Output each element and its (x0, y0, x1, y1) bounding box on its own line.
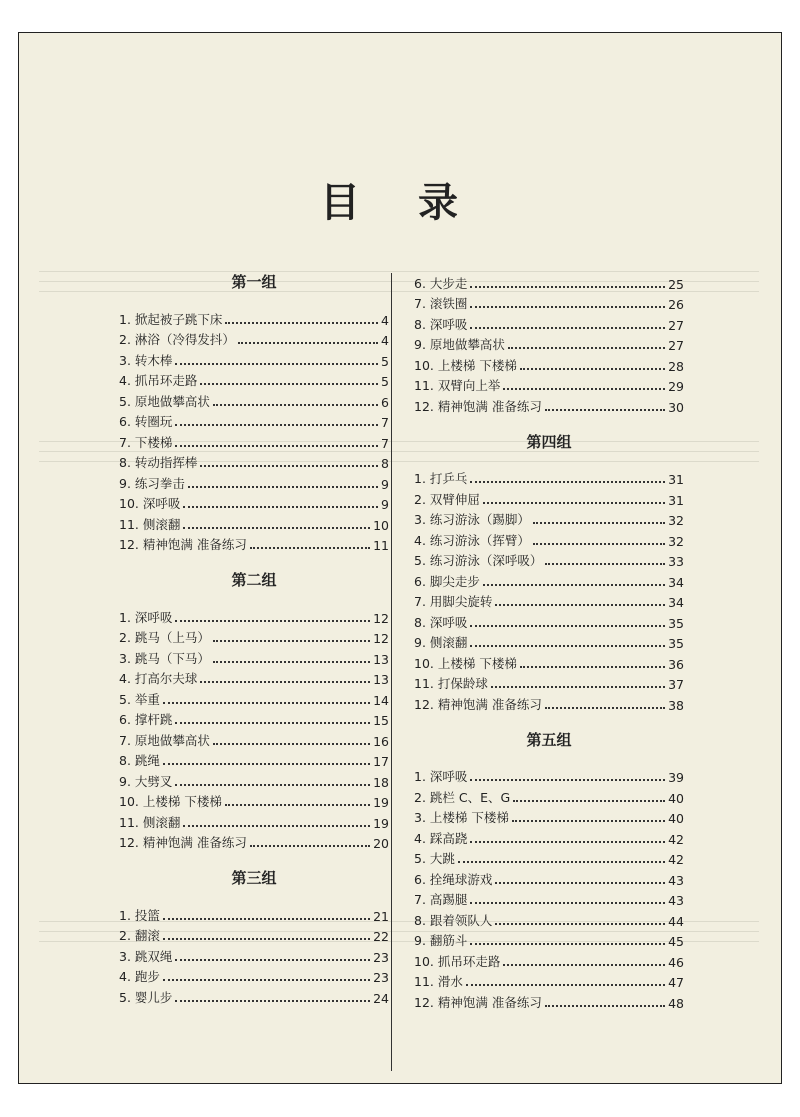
dot-leader (163, 979, 370, 981)
toc-entry-title: 1. 深呼吸 (119, 609, 173, 625)
dot-leader (175, 363, 378, 365)
toc-entry-title: 1. 掀起被子跳下床 (119, 311, 223, 327)
toc-entry[interactable] (414, 610, 684, 631)
toc-entry-title: 7. 下楼梯 (119, 434, 173, 450)
group-heading: 第四组 (526, 432, 572, 451)
toc-entry-page: 40 (668, 790, 684, 806)
toc-entry-title: 12. 精神饱满 准备练习 (414, 696, 542, 712)
toc-entry[interactable] (119, 512, 389, 533)
toc-entry-page: 13 (373, 651, 389, 667)
toc-entry[interactable] (119, 728, 389, 749)
toc-entry-page: 42 (668, 831, 684, 847)
dot-leader (470, 779, 665, 781)
toc-entry[interactable] (119, 944, 389, 965)
toc-entry[interactable] (414, 528, 684, 549)
toc-entry[interactable] (414, 353, 684, 374)
dot-leader (175, 722, 370, 724)
toc-entry-title: 5. 举重 (119, 691, 160, 707)
toc-entry-title: 7. 原地做攀高状 (119, 732, 210, 748)
toc-entry-page: 37 (668, 677, 684, 692)
toc-page (18, 32, 782, 1084)
toc-entry[interactable] (119, 769, 389, 790)
toc-entry-page: 12 (373, 610, 389, 626)
dot-leader (183, 506, 378, 508)
dot-leader (470, 645, 665, 647)
toc-entry-page: 5 (381, 353, 389, 369)
toc-entry-page: 34 (668, 595, 684, 610)
toc-entry-title: 11. 打保龄球 (414, 676, 488, 691)
toc-entry-page: 28 (668, 358, 684, 374)
toc-entry-page: 35 (668, 615, 684, 631)
dot-leader (213, 640, 370, 642)
toc-entry-page: 26 (668, 297, 684, 312)
dot-leader (533, 543, 665, 545)
toc-entry[interactable] (119, 810, 389, 831)
dot-leader (163, 938, 370, 940)
dot-leader (470, 943, 665, 945)
toc-entry-title: 11. 滑水 (414, 974, 463, 989)
toc-entry-title: 4. 打高尔夫球 (119, 671, 198, 686)
dot-leader (200, 383, 378, 385)
dot-leader (466, 984, 665, 986)
toc-entry[interactable] (414, 467, 684, 488)
dot-leader (250, 547, 370, 549)
toc-entry-page: 23 (373, 949, 389, 965)
toc-entry-page: 10 (373, 517, 389, 533)
toc-entry-page: 27 (668, 317, 684, 333)
toc-entry[interactable] (119, 687, 389, 708)
toc-entry-title: 12. 精神饱满 准备练习 (119, 835, 247, 850)
dot-leader (545, 563, 665, 565)
toc-entry-page: 19 (373, 795, 389, 810)
toc-entry-title: 11. 侧滚翻 (119, 814, 181, 830)
toc-entry[interactable] (119, 646, 389, 667)
toc-entry-page: 22 (373, 929, 389, 944)
toc-entry-title: 3. 跳双绳 (119, 948, 173, 964)
dot-leader (470, 306, 665, 308)
toc-entry[interactable] (414, 549, 684, 570)
toc-entry[interactable] (119, 328, 389, 349)
toc-entry-title: 11. 双臂向上举 (414, 378, 501, 393)
group-heading: 第一组 (231, 273, 277, 291)
toc-entry[interactable] (119, 626, 389, 647)
toc-entry-page: 23 (373, 970, 389, 985)
group-heading: 第二组 (231, 571, 277, 589)
dot-leader (470, 625, 665, 627)
dot-leader (163, 763, 370, 765)
dot-leader (545, 1005, 665, 1007)
toc-entry[interactable] (119, 903, 389, 924)
toc-entry-page: 11 (373, 538, 389, 553)
toc-entry[interactable] (414, 847, 684, 868)
toc-entry[interactable] (119, 369, 389, 390)
dot-leader (545, 707, 665, 709)
toc-entry-title: 3. 转木棒 (119, 352, 173, 368)
toc-entry-page: 36 (668, 656, 684, 672)
toc-entry-title: 6. 撑杆跳 (119, 712, 173, 727)
toc-entry-page: 19 (373, 815, 389, 831)
toc-entry-page: 33 (668, 554, 684, 569)
toc-entry-page: 48 (668, 995, 684, 1011)
toc-entry[interactable] (119, 708, 389, 729)
dot-leader (213, 404, 378, 406)
toc-entry-title: 5. 原地做攀高状 (119, 393, 210, 409)
toc-entry-title: 8. 跳绳 (119, 753, 160, 768)
toc-entry[interactable] (414, 970, 684, 991)
toc-entry-title: 3. 上楼梯 下楼梯 (414, 810, 509, 825)
toc-entry[interactable] (119, 533, 389, 554)
toc-entry-page: 4 (381, 312, 389, 328)
toc-entry-title: 12. 精神饱满 准备练习 (414, 398, 542, 414)
toc-entry[interactable] (119, 492, 389, 513)
toc-entry[interactable] (119, 667, 389, 688)
toc-entry[interactable] (414, 929, 684, 950)
toc-entry-page: 31 (668, 492, 684, 508)
dot-leader (483, 584, 665, 586)
toc-entry-title: 5. 婴儿步 (119, 989, 173, 1005)
toc-entry-page: 12 (373, 631, 389, 646)
dot-leader (470, 327, 665, 329)
toc-entry-page: 14 (373, 692, 389, 708)
toc-entry-page: 42 (668, 852, 684, 867)
dot-leader (491, 686, 665, 688)
toc-entry[interactable] (414, 806, 684, 827)
dot-leader (250, 845, 370, 847)
toc-entry[interactable] (414, 826, 684, 847)
dot-leader (495, 882, 665, 884)
toc-left-column (119, 271, 389, 1006)
dot-leader (483, 502, 665, 504)
toc-entry[interactable] (414, 590, 684, 611)
dot-leader (175, 424, 378, 426)
toc-entry-title: 2. 淋浴（冷得发抖） (119, 332, 235, 347)
toc-entry[interactable] (119, 985, 389, 1006)
toc-entry-title: 9. 练习拳击 (119, 475, 185, 491)
toc-entry-title: 4. 踩高跷 (414, 830, 468, 846)
toc-entry-page: 31 (668, 472, 684, 487)
toc-entry-page: 43 (668, 872, 684, 888)
dot-leader (458, 861, 665, 863)
dot-leader (513, 800, 665, 802)
toc-entry[interactable] (414, 908, 684, 929)
dot-leader (470, 286, 665, 288)
toc-entry-title: 8. 跟着领队人 (414, 912, 493, 928)
toc-entry[interactable] (414, 312, 684, 333)
toc-entry[interactable] (414, 569, 684, 590)
toc-entry-title: 4. 抓吊环走路 (119, 373, 198, 388)
toc-entry-page: 9 (381, 476, 389, 492)
toc-entry[interactable] (119, 451, 389, 472)
dot-leader (238, 342, 378, 344)
toc-entry-page: 5 (381, 374, 389, 389)
dot-leader (175, 445, 378, 447)
toc-entry-title: 2. 双臂伸屈 (414, 491, 480, 507)
dot-leader (512, 820, 665, 822)
toc-entry-page: 16 (373, 733, 389, 749)
toc-entry-title: 2. 跳马（上马） (119, 630, 210, 645)
toc-entry-title: 6. 大步走 (414, 275, 468, 291)
toc-entry[interactable] (414, 888, 684, 909)
toc-entry-title: 4. 跑步 (119, 969, 160, 984)
toc-entry-page: 13 (373, 672, 389, 687)
toc-entry-page: 45 (668, 934, 684, 949)
toc-entry[interactable] (119, 348, 389, 369)
toc-entry[interactable] (414, 292, 684, 313)
toc-entry[interactable] (119, 471, 389, 492)
dot-leader (533, 522, 665, 524)
toc-entry[interactable] (414, 949, 684, 970)
dot-leader (545, 409, 665, 411)
toc-entry[interactable] (119, 790, 389, 811)
toc-entry-page: 24 (373, 990, 389, 1006)
toc-entry-page: 40 (668, 811, 684, 826)
dot-leader (200, 465, 378, 467)
toc-entry[interactable] (414, 333, 684, 354)
dot-leader (175, 784, 370, 786)
toc-entry-title: 8. 深呼吸 (414, 614, 468, 630)
toc-entry[interactable] (119, 430, 389, 451)
toc-entry-title: 10. 抓吊环走路 (414, 953, 501, 969)
toc-entry-title: 9. 原地做攀高状 (414, 337, 505, 352)
toc-entry-page: 44 (668, 913, 684, 929)
toc-right-column (414, 271, 684, 1011)
toc-entry-page: 47 (668, 975, 684, 990)
toc-entry-page: 7 (381, 435, 389, 451)
column-divider (391, 273, 392, 1071)
toc-entry[interactable] (414, 508, 684, 529)
toc-entry-title: 5. 大跳 (414, 851, 455, 866)
group-heading: 第五组 (526, 730, 572, 749)
dot-leader (225, 804, 370, 806)
page-title: 目 录 (320, 179, 480, 226)
toc-entry-title: 3. 跳马（下马） (119, 650, 210, 666)
dot-leader (175, 620, 370, 622)
toc-entry[interactable] (414, 271, 684, 292)
toc-entry-title: 4. 练习游泳（挥臂） (414, 532, 530, 548)
toc-entry[interactable] (414, 765, 684, 786)
toc-entry-page: 7 (381, 415, 389, 430)
toc-entry[interactable] (119, 389, 389, 410)
toc-entry-title: 9. 翻筋斗 (414, 933, 468, 948)
toc-entry-page: 21 (373, 908, 389, 924)
toc-entry-title: 6. 拴绳球游戏 (414, 871, 493, 887)
toc-entry[interactable] (414, 692, 684, 713)
toc-entry-title: 1. 打乒乓 (414, 471, 468, 486)
toc-entry-title: 7. 高踢腿 (414, 892, 468, 907)
toc-entry-title: 9. 大劈叉 (119, 773, 173, 789)
toc-entry-title: 8. 深呼吸 (414, 316, 468, 332)
toc-entry-title: 1. 深呼吸 (414, 769, 468, 784)
dot-leader (225, 322, 378, 324)
dot-leader (175, 959, 370, 961)
toc-entry-page: 29 (668, 379, 684, 394)
toc-entry-page: 18 (373, 774, 389, 790)
toc-entry[interactable] (119, 965, 389, 986)
toc-entry-page: 32 (668, 513, 684, 528)
toc-entry[interactable] (414, 990, 684, 1011)
toc-entry-title: 6. 脚尖走步 (414, 573, 480, 589)
dot-leader (520, 368, 665, 370)
toc-entry-title: 10. 上楼梯 下楼梯 (119, 794, 222, 809)
toc-entry[interactable] (119, 831, 389, 852)
toc-entry-title: 10. 上楼梯 下楼梯 (414, 655, 517, 671)
toc-entry-page: 43 (668, 893, 684, 908)
dot-leader (495, 923, 665, 925)
toc-entry[interactable] (414, 374, 684, 395)
toc-entry[interactable] (414, 672, 684, 693)
toc-entry-title: 12. 精神饱满 准备练习 (119, 537, 247, 552)
dot-leader (470, 481, 665, 483)
toc-entry-title: 7. 滚铁圈 (414, 296, 468, 311)
toc-entry[interactable] (119, 749, 389, 770)
dot-leader (213, 743, 370, 745)
toc-entry-page: 30 (668, 399, 684, 415)
toc-entry-page: 35 (668, 636, 684, 651)
toc-entry-title: 1. 投篮 (119, 907, 160, 923)
toc-entry-page: 6 (381, 394, 389, 410)
dot-leader (520, 666, 665, 668)
group-heading: 第三组 (231, 869, 277, 887)
toc-entry-title: 6. 转圈玩 (119, 414, 173, 429)
toc-entry-page: 8 (381, 456, 389, 471)
toc-entry-page: 15 (373, 713, 389, 728)
toc-entry[interactable] (414, 651, 684, 672)
dot-leader (175, 1000, 370, 1002)
toc-entry-page: 25 (668, 276, 684, 292)
toc-entry[interactable] (414, 487, 684, 508)
toc-entry-page: 9 (381, 497, 389, 512)
dot-leader (183, 825, 370, 827)
toc-entry[interactable] (119, 605, 389, 626)
toc-entry-title: 2. 跳栏 C、E、G (414, 789, 511, 805)
toc-entry-page: 38 (668, 697, 684, 713)
toc-entry-title: 9. 侧滚翻 (414, 635, 468, 650)
toc-entry-page: 20 (373, 836, 389, 851)
toc-entry-title: 11. 侧滚翻 (119, 516, 181, 532)
toc-entry[interactable] (414, 631, 684, 652)
toc-entry-page: 17 (373, 754, 389, 769)
dot-leader (470, 841, 665, 843)
toc-entry-title: 5. 练习游泳（深呼吸） (414, 553, 543, 568)
dot-leader (188, 486, 378, 488)
dot-leader (200, 681, 370, 683)
toc-entry[interactable] (119, 307, 389, 328)
toc-entry-page: 39 (668, 770, 684, 785)
toc-entry-page: 4 (381, 333, 389, 348)
dot-leader (163, 918, 370, 920)
dot-leader (503, 964, 665, 966)
dot-leader (508, 347, 665, 349)
toc-entry-page: 32 (668, 533, 684, 549)
toc-entry-title: 2. 翻滚 (119, 928, 160, 943)
toc-entry-title: 10. 上楼梯 下楼梯 (414, 357, 517, 373)
toc-entry-page: 34 (668, 574, 684, 590)
dot-leader (470, 902, 665, 904)
toc-entry-page: 27 (668, 338, 684, 353)
toc-entry[interactable] (414, 867, 684, 888)
dot-leader (163, 702, 370, 704)
toc-entry[interactable] (414, 785, 684, 806)
toc-entry[interactable] (414, 394, 684, 415)
dot-leader (503, 388, 665, 390)
toc-entry[interactable] (119, 410, 389, 431)
toc-entry-title: 10. 深呼吸 (119, 496, 181, 511)
toc-entry-page: 46 (668, 954, 684, 970)
dot-leader (495, 604, 665, 606)
toc-entry-title: 7. 用脚尖旋转 (414, 594, 493, 609)
toc-entry-title: 8. 转动指挥棒 (119, 455, 198, 470)
dot-leader (183, 527, 370, 529)
dot-leader (213, 661, 370, 663)
toc-entry-title: 3. 练习游泳（踢脚） (414, 512, 530, 527)
toc-entry[interactable] (119, 924, 389, 945)
toc-entry-title: 12. 精神饱满 准备练习 (414, 994, 542, 1010)
